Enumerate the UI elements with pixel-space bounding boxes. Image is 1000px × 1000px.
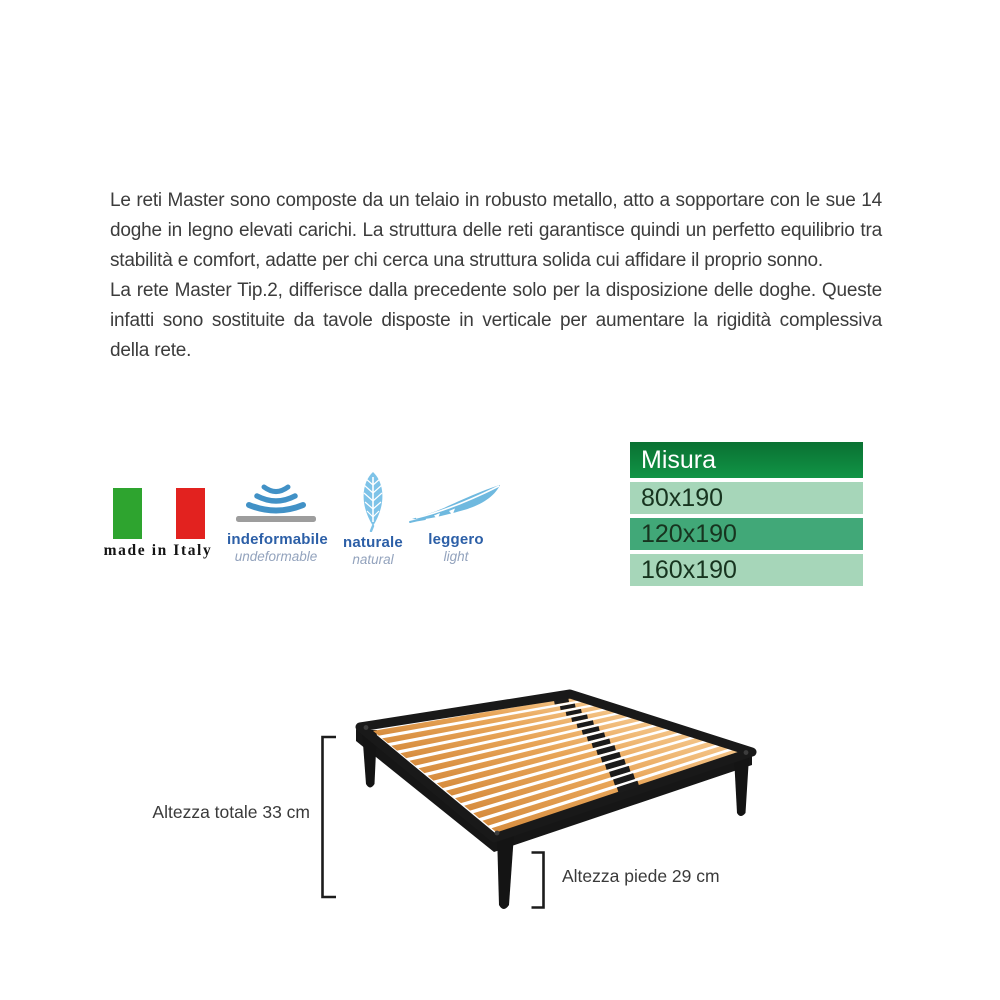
size-row-160x190: 160x190: [630, 554, 863, 586]
undeformable-sublabel: undeformable: [234, 549, 318, 564]
slat-rail-connector: [610, 769, 630, 775]
slat-rail-connector: [554, 700, 568, 703]
sizes-table: [630, 442, 863, 586]
slat-rail-connector: [592, 741, 610, 746]
feature-indeformabile: [227, 478, 328, 564]
springs-icon: [227, 478, 325, 524]
total-height-label: Altezza totale 33 cm: [152, 802, 310, 822]
slat-rail-connector: [606, 762, 625, 768]
naturale-label: naturale: [343, 534, 403, 551]
bed-frame-illustration: [290, 648, 800, 940]
leg-height-label: Altezza piede 29 cm: [562, 866, 720, 886]
slat-rail-connector: [572, 717, 588, 720]
sizes-table-header: Misura: [630, 442, 863, 478]
slat-rail-connector: [614, 776, 634, 782]
flag-green-stripe: [113, 488, 142, 539]
slat-rail-connector: [587, 735, 604, 739]
slat-rail-connector: [602, 755, 621, 760]
feather-icon: [402, 478, 510, 524]
total-height-bracket: [323, 737, 337, 897]
product-description: [110, 186, 882, 366]
italy-flag-icon: [103, 488, 213, 539]
feature-made-in-italy: [103, 488, 213, 560]
slat-rail-connector: [560, 705, 575, 708]
slat-rail-connector: [577, 722, 593, 726]
description-paragraph-1: Le reti Master sono composte da un telaio in robusto metallo, atto a sopportare con le sue 14 doghe in legno elevati carichi. La struttura delle reti garantisce quindi un perfetto equilibrio tra stabilità e comfort, adatte per chi cerca una struttura solida cui affidare il proprio sonno.: [110, 190, 882, 271]
bed-leg-front: [497, 834, 514, 909]
feature-leggero: [402, 478, 510, 564]
leg-height-bracket: [532, 853, 544, 908]
flag-red-stripe: [176, 488, 205, 539]
description-paragraph-2: La rete Master Tip.2, differisce dalla precedente solo per la disposizione delle doghe. Queste infatti sono sostituite da tavole disposte in verticale per aumentare la rigidità complessiva della rete.: [110, 280, 882, 361]
leggero-label: leggero: [428, 531, 484, 548]
size-row-120x190: 120x190: [630, 518, 863, 550]
light-sublabel: light: [443, 549, 469, 564]
slat-rail-connector: [597, 748, 615, 753]
made-in-italy-label: made in Italy: [103, 542, 213, 559]
indeformabile-label: indeformabile: [227, 531, 328, 548]
natural-sublabel: natural: [352, 552, 394, 567]
bed-leg-right: [734, 757, 749, 816]
slat-rail-connector: [582, 728, 599, 732]
size-row-80x190: 80x190: [630, 482, 863, 514]
